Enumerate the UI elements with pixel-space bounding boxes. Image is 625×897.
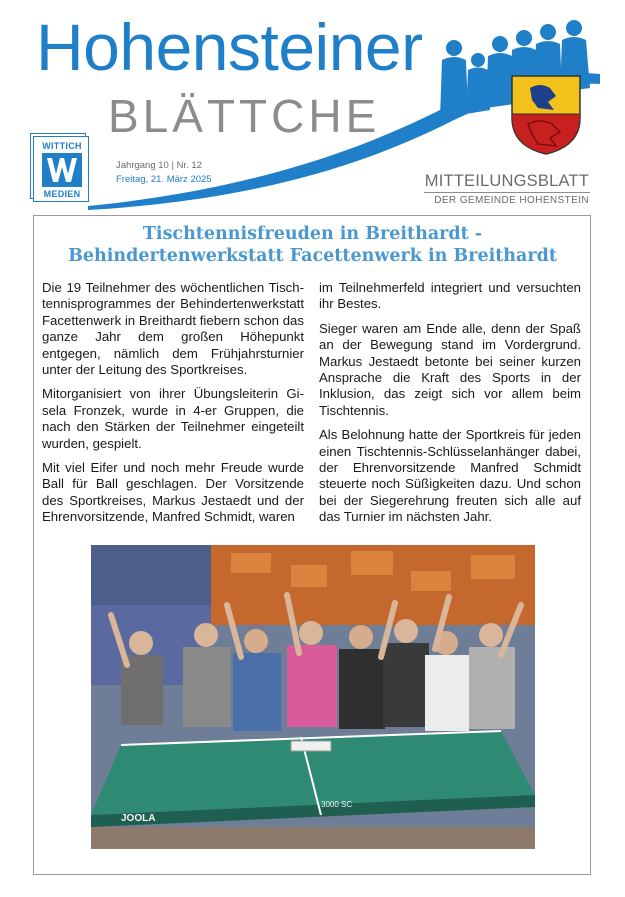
bulletin-subtitle: DER GEMEINDE HOHENSTEIN [434, 195, 589, 206]
article-paragraph: Mit viel Eifer und noch mehr Freude wurde Ball für Ball geschlagen. Der Vorsitzende des Sportkreises, Markus Jestaedt und der Ehrenvorsitzende, Manfred Schmidt, waren [42, 460, 304, 525]
issue-date: Freitag, 21. März 2025 [116, 174, 212, 185]
publisher-name-top: WITTICH [42, 141, 82, 151]
bulletin-title: MITTEILUNGSBLATT [424, 172, 589, 190]
wittich-w-icon [42, 153, 82, 187]
group-photo-illustration [91, 545, 535, 849]
publication-title: Hohensteiner [36, 10, 423, 84]
article-paragraph: im Teilnehmerfeld integriert und versuchten ihr Bestes. [319, 280, 581, 312]
masthead [0, 0, 625, 210]
article-column-right [319, 280, 581, 534]
bulletin-divider [424, 192, 590, 193]
article-paragraph: Mitorganisiert von ihrer Übungsleiterin Gisela Fronzek, wurde in 4-er Gruppen, die nach den Stärken der Teilnehmer eingeteilt wurden, gespielt. [42, 386, 304, 451]
publication-subtitle: BLÄTTCHE [108, 90, 381, 142]
headline-line-2: Behindertenwerkstatt Facettenwerk in Breithardt [68, 246, 557, 266]
article-photo [91, 545, 535, 849]
table-model-label: 3000 SC [321, 800, 353, 809]
publisher-name-bottom: MEDIEN [43, 189, 81, 199]
article-column-left [42, 280, 304, 534]
article-paragraph: Sieger waren am Ende alle, denn der Spaß an der Bewegung stand im Vordergrund. Markus Jestaedt betonte bei seiner kurzen Ansprache die Kraft des Sports in der Inklusion, das zeigt sich vor allem beim Tischtennis. [319, 320, 581, 418]
article-headline [40, 223, 585, 267]
article-paragraph: Als Belohnung hatte der Sportkreis für jeden einen Tischtennis-Schlüsselanhänger dabei, der Ehrenvorsitzende Manfred Schmidt steuerte noch Süßigkeiten dazu. Und schon bei der Siegerehrung freuten sich alle auf das Turnier im nächsten Jahr. [319, 427, 581, 525]
table-brand-label: JOOLA [121, 813, 156, 824]
headline-line-1: Tischtennisfreuden in Breithardt - [142, 224, 483, 244]
municipal-coat-of-arms-icon [510, 74, 582, 156]
issue-number: Jahrgang 10 | Nr. 12 [116, 160, 202, 171]
article-paragraph: Die 19 Teilnehmer des wöchentlichen Tischtennisprogrammes der Behindertenwerkstatt Facettenwerk in Breithardt fiebern schon das ganze Jahr dem großen Höhepunkt entgegen, nämlich dem Frühjahrsturnier unter der Leitung des Sportkreises. [42, 280, 304, 378]
